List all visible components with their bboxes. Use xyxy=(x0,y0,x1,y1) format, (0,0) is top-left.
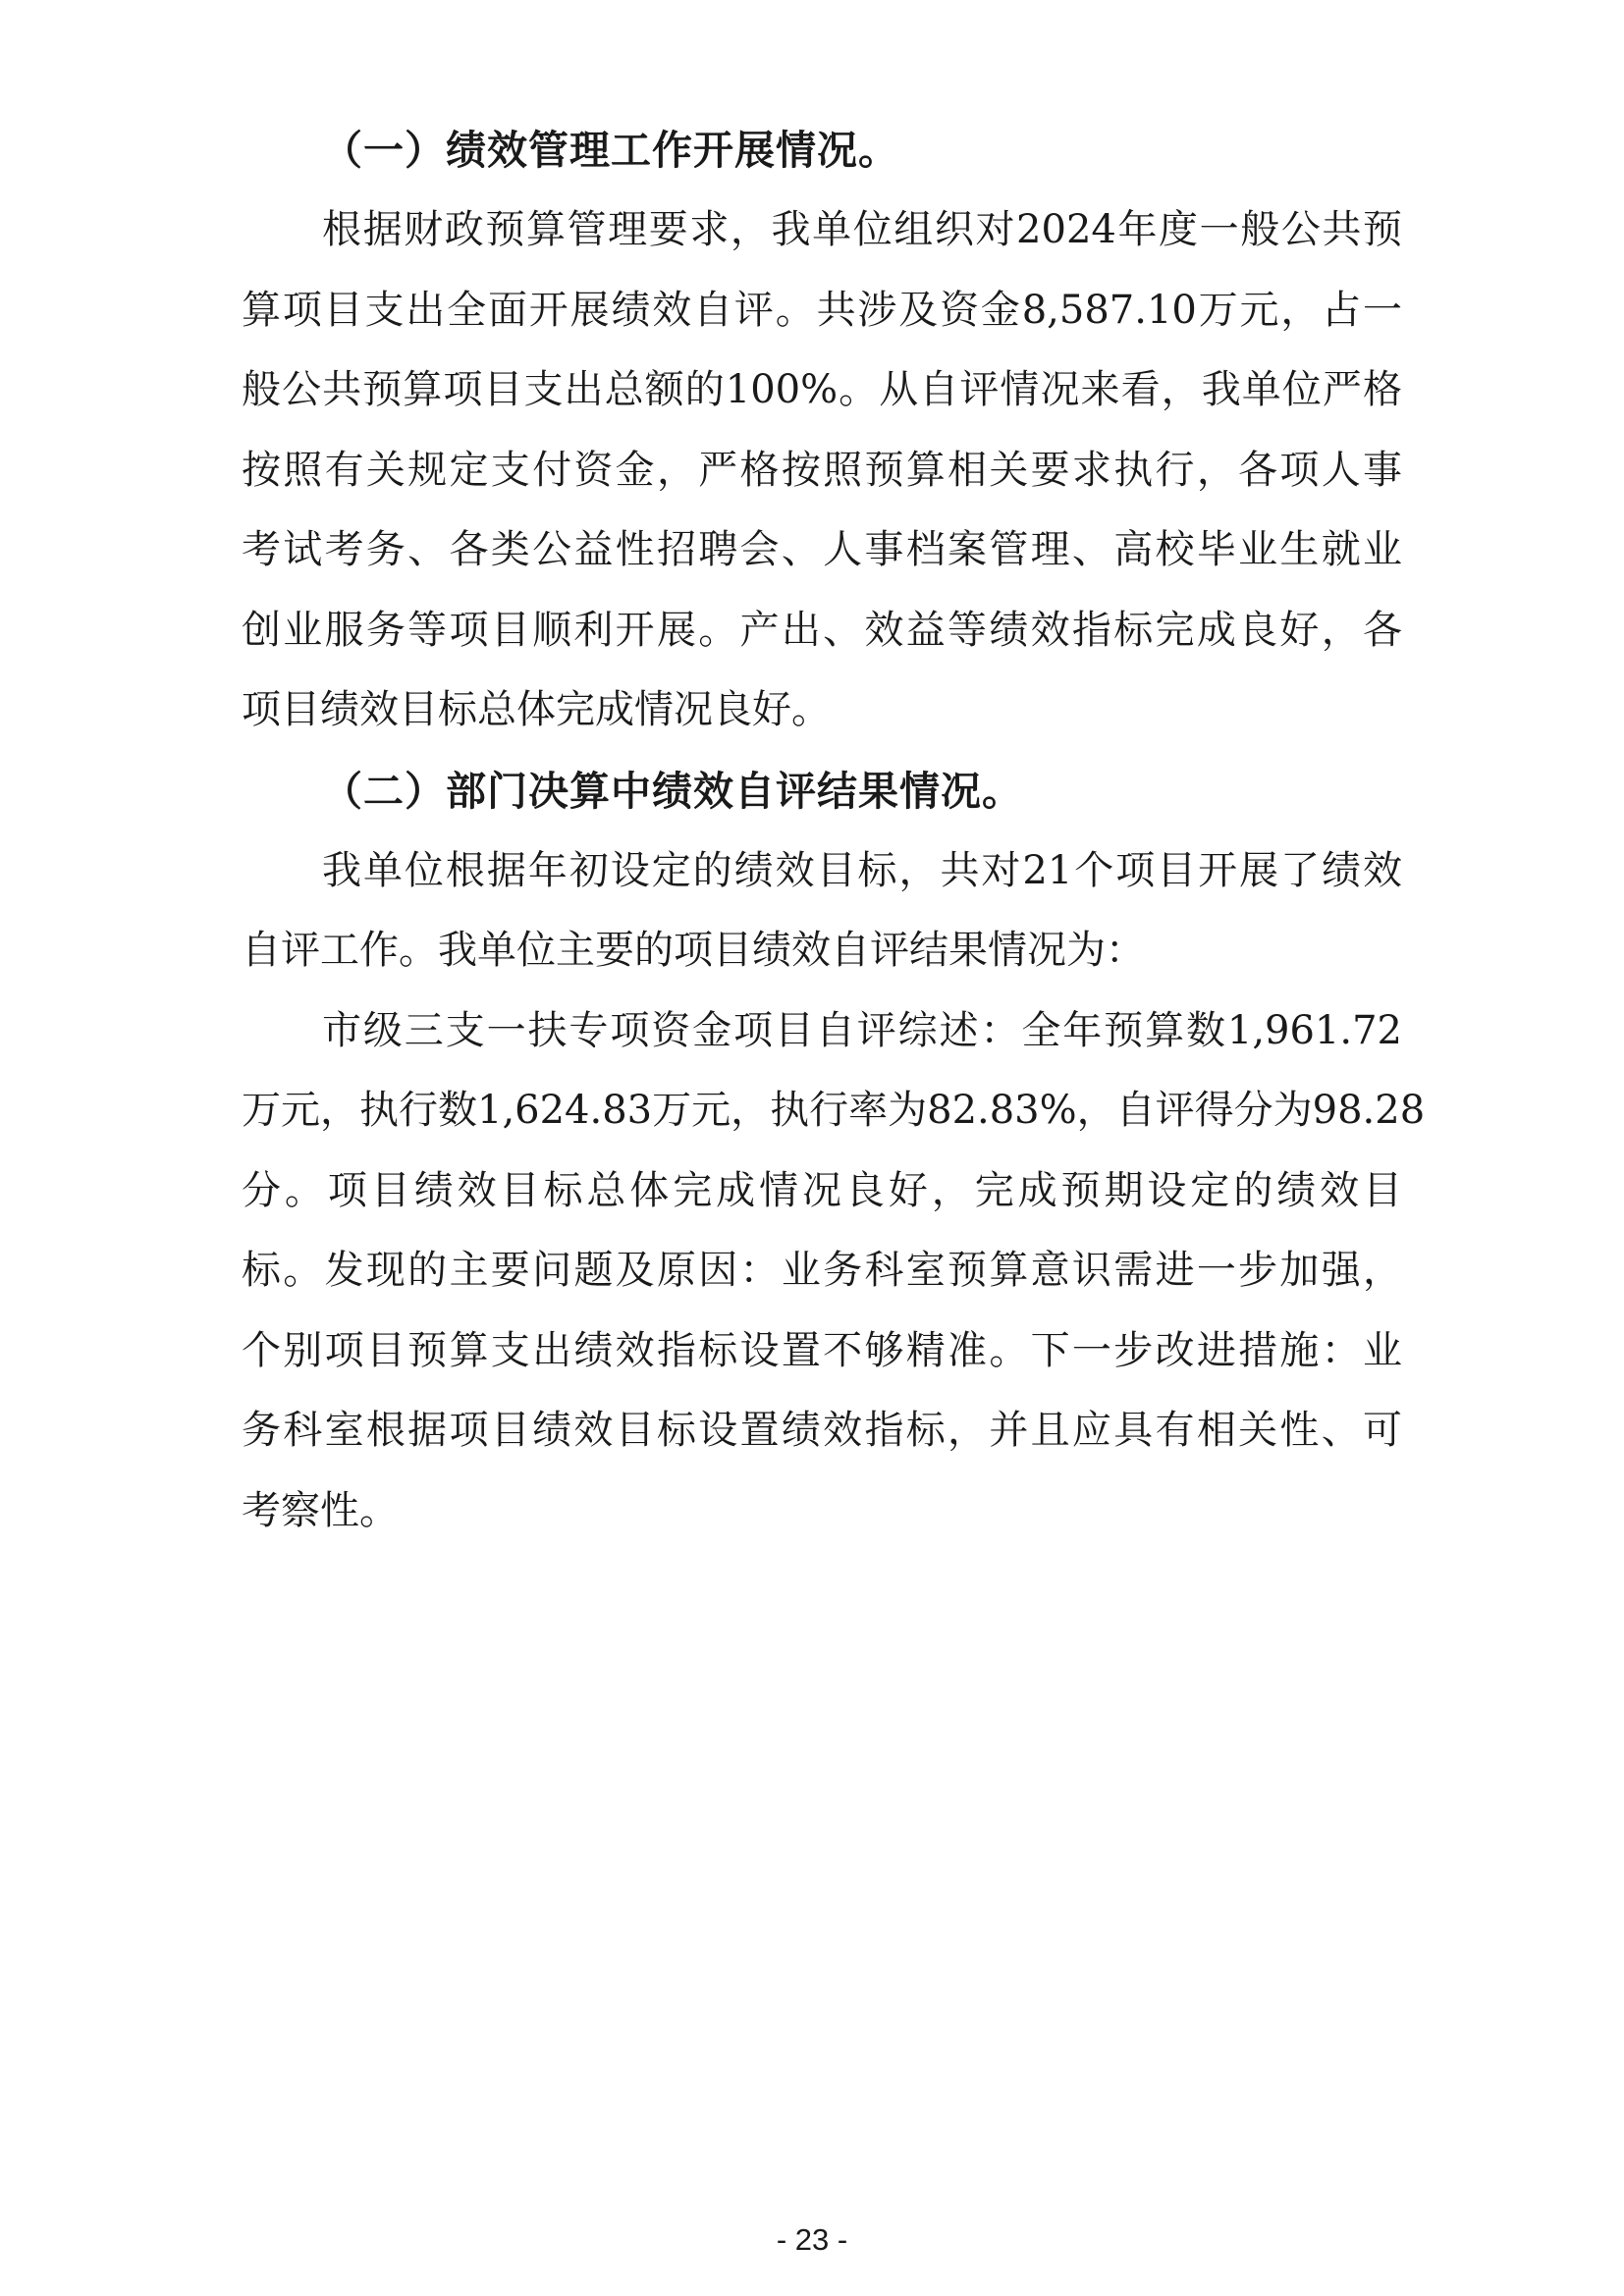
paragraph-project-summary xyxy=(242,991,1426,1552)
paragraph-line: 根据财政预算管理要求，我单位组织对2024年度一般公共预 xyxy=(322,207,1402,252)
section-heading-performance-management: （一）绩效管理工作开展情况。 xyxy=(322,127,899,174)
paragraph-line: 个别项目预算支出绩效指标设置不够精准。下一步改进措施：业 xyxy=(242,1327,1402,1373)
paragraph-line: 考试考务、各类公益性招聘会、人事档案管理、高校毕业生就业 xyxy=(242,527,1402,572)
paragraph-performance-management xyxy=(242,190,1402,751)
paragraph-line: 万元，执行数1,624.83万元，执行率为82.83%，自评得分为98.28 xyxy=(242,1088,1426,1133)
paragraph-line: 般公共预算项目支出总额的100%。从自评情况来看，我单位严格 xyxy=(242,367,1402,412)
paragraph-line: 考察性。 xyxy=(242,1487,399,1533)
paragraph-line: 标。发现的主要问题及原因：业务科室预算意识需进一步加强， xyxy=(242,1248,1402,1293)
paragraph-line: 务科室根据项目绩效目标设置绩效指标，并且应具有相关性、可 xyxy=(242,1408,1402,1453)
paragraph-line: 创业服务等项目顺利开展。产出、效益等绩效指标完成良好，各 xyxy=(242,607,1402,653)
paragraph-line: 分。项目绩效目标总体完成情况良好，完成预期设定的绩效目 xyxy=(242,1167,1402,1213)
paragraph-line: 我单位根据年初设定的绩效目标，共对21个项目开展了绩效 xyxy=(322,847,1402,893)
paragraph-line: 按照有关规定支付资金，严格按照预算相关要求执行，各项人事 xyxy=(242,447,1402,493)
paragraph-line: 市级三支一扶专项资金项目自评综述：全年预算数1,961.72 xyxy=(322,1007,1402,1053)
section-heading-self-evaluation-results: （二）部门决算中绩效自评结果情况。 xyxy=(322,767,1023,815)
paragraph-line: 项目绩效目标总体完成情况良好。 xyxy=(242,687,831,732)
paragraph-line: 自评工作。我单位主要的项目绩效自评结果情况为： xyxy=(242,928,1145,973)
paragraph-self-evaluation-intro xyxy=(242,831,1402,991)
page-content xyxy=(242,110,1426,1551)
paragraph-line: 算项目支出全面开展绩效自评。共涉及资金8,587.10万元，占一 xyxy=(242,287,1402,333)
page-number: - 23 - xyxy=(776,2222,848,2257)
